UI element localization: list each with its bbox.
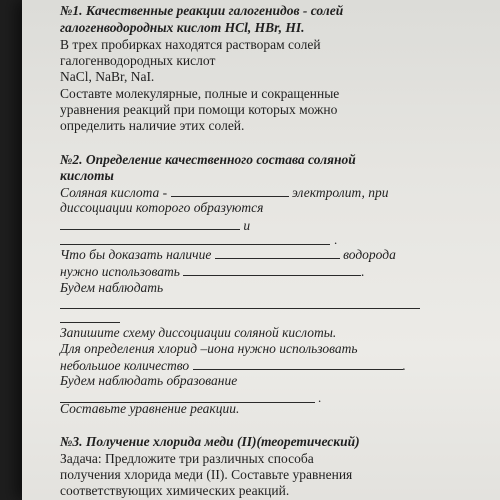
answer-line-3[interactable] xyxy=(60,244,330,245)
answer-blank-4[interactable] xyxy=(215,246,340,259)
period-mark: . xyxy=(402,358,406,373)
period-mark: . xyxy=(361,264,365,279)
task2-line5 xyxy=(60,246,396,263)
task1-title-line2: галогенводородных кислот HCl, HBr, HI. xyxy=(60,20,305,35)
conjunction-and: и xyxy=(243,218,251,233)
task2-line1-start: Соляная кислота - xyxy=(60,185,168,200)
task2-line7: Будем наблюдать xyxy=(60,280,164,295)
answer-blank-5[interactable] xyxy=(183,263,361,276)
task2-line10: Для определения хлорид –иона нужно использовать xyxy=(60,341,358,356)
task2-line9: Запишите схему диссоциации соляной кислоты. xyxy=(60,325,337,340)
task2-line2: диссоциации которого образуются xyxy=(60,200,264,215)
task2-title-line1: №2. Определение качественного состава соляной xyxy=(60,152,356,167)
task1-text-line1: В трех пробирках находятся растворам солей xyxy=(60,37,321,52)
task3-text-line3: соответствующих химических реакций. xyxy=(60,483,290,498)
task3-title xyxy=(60,434,360,450)
task1-text-line5: уравнения реакций при помощи которых можно xyxy=(60,102,338,117)
task2-line6 xyxy=(60,263,365,280)
task2-line6-text: нужно использовать xyxy=(60,264,180,279)
answer-blank-8[interactable] xyxy=(193,357,403,370)
task2-line12: Будем наблюдать образование xyxy=(60,373,238,388)
period-mark: . xyxy=(334,232,338,247)
task2-line14: Составьте уравнение реакции. xyxy=(60,401,240,416)
answer-blank-1[interactable] xyxy=(171,184,289,197)
task3-text-line1: Задача: Предложите три различных способа xyxy=(60,451,314,466)
task1-text-line6: определить наличие этих солей. xyxy=(60,118,245,133)
task2-line1 xyxy=(60,184,389,201)
answer-line-7[interactable] xyxy=(60,322,120,323)
task2-line5-end: водорода xyxy=(343,247,396,262)
task1-title-line1: №1. Качественные реакции галогенидов - солей xyxy=(60,3,344,18)
task1-text-line4: Составте молекулярные, полные и сокращенные xyxy=(60,86,340,101)
task1-text-line2: галогенводородных кислот xyxy=(60,53,216,68)
task3-title-text: №3. Получение хлорида меди (II)(теоретический) xyxy=(60,434,360,449)
task2-line11 xyxy=(60,357,406,374)
task2-title-line2: кислоты xyxy=(60,168,114,183)
task1-text-line3: NaCl, NaBr, NaI. xyxy=(60,69,155,84)
period-mark: . xyxy=(318,390,322,405)
answer-blank-2[interactable] xyxy=(60,217,240,230)
answer-line-6[interactable] xyxy=(60,308,420,309)
task2-line11-text: небольшое количество xyxy=(60,358,190,373)
worksheet-page xyxy=(22,0,500,500)
task2-line5-start: Что бы доказать наличие xyxy=(60,247,212,262)
task3-text-line2: получения хлорида меди (II). Составьте уравнения xyxy=(60,467,353,482)
task2-line1-end: электролит, при xyxy=(291,185,389,200)
task2-line3 xyxy=(60,217,250,234)
